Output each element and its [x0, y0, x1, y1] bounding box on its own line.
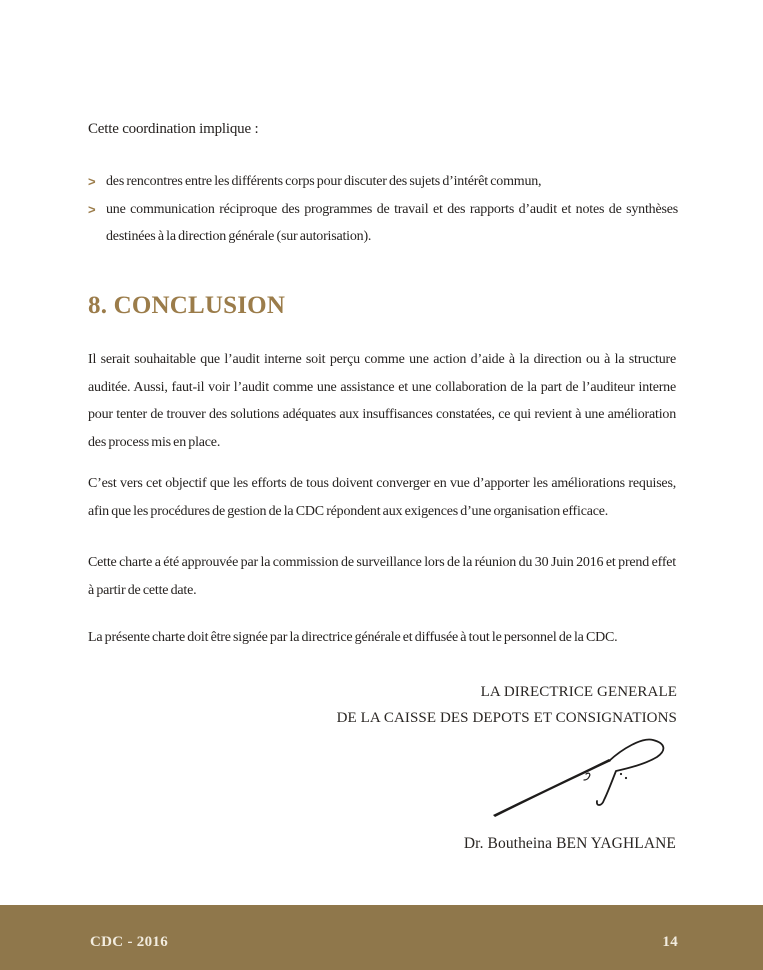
bullet-marker-icon: > — [88, 201, 96, 217]
signature-title-block — [337, 679, 677, 731]
bullet-text: des rencontres entre les différents corps pour discuter des sujets d’intérêt commun, — [106, 174, 542, 189]
page-footer — [0, 905, 763, 970]
signature-title-line2: DE LA CAISSE DES DEPOTS ET CONSIGNATIONS — [336, 710, 677, 726]
section-heading: 8. CONCLUSION — [88, 292, 286, 319]
body-paragraph: C’est vers cet objectif que les efforts de tous doivent converger en vue d’apporter les améliorations requises, afin que les procédures de gestion de la CDC répondent aux exigences d’une organisation efficace. — [88, 476, 676, 519]
body-paragraph: Cette charte a été approuvée par la commission de surveillance lors de la réunion du 30 Juin 2016 et prend effet à partir de cette date. — [88, 555, 676, 598]
body-paragraph: La présente charte doit être signée par la directrice générale et diffusée à tout le personnel de la CDC. — [88, 630, 618, 645]
bullet-list — [88, 168, 678, 251]
intro-line: Cette coordination implique : — [88, 121, 259, 137]
footer-edition-label: CDC - 2016 — [90, 934, 168, 950]
bullet-text: une communication réciproque des programmes de travail et des rapports d’audit et notes de synthèses destinées à la direction générale (sur autorisation). — [106, 201, 678, 244]
body-paragraph: Il serait souhaitable que l’audit interne soit perçu comme une action d’aide à la direction ou à la structure auditée. Aussi, faut-il voir l’audit comme une assistance et une collaboration de la part de l’auditeur interne pour tenter de trouver des solutions adéquates aux insuffisances constatées, ce qui revient à une amélioration des process mis en place. — [88, 352, 676, 450]
signatory-name: Dr. Boutheina BEN YAGHLANE — [463, 835, 676, 852]
page-number: 14 — [662, 934, 678, 950]
list-item — [88, 196, 678, 251]
list-item — [88, 168, 678, 196]
signature-title-line1: LA DIRECTRICE GENERALE — [480, 684, 677, 700]
bullet-marker-icon: > — [88, 174, 96, 189]
